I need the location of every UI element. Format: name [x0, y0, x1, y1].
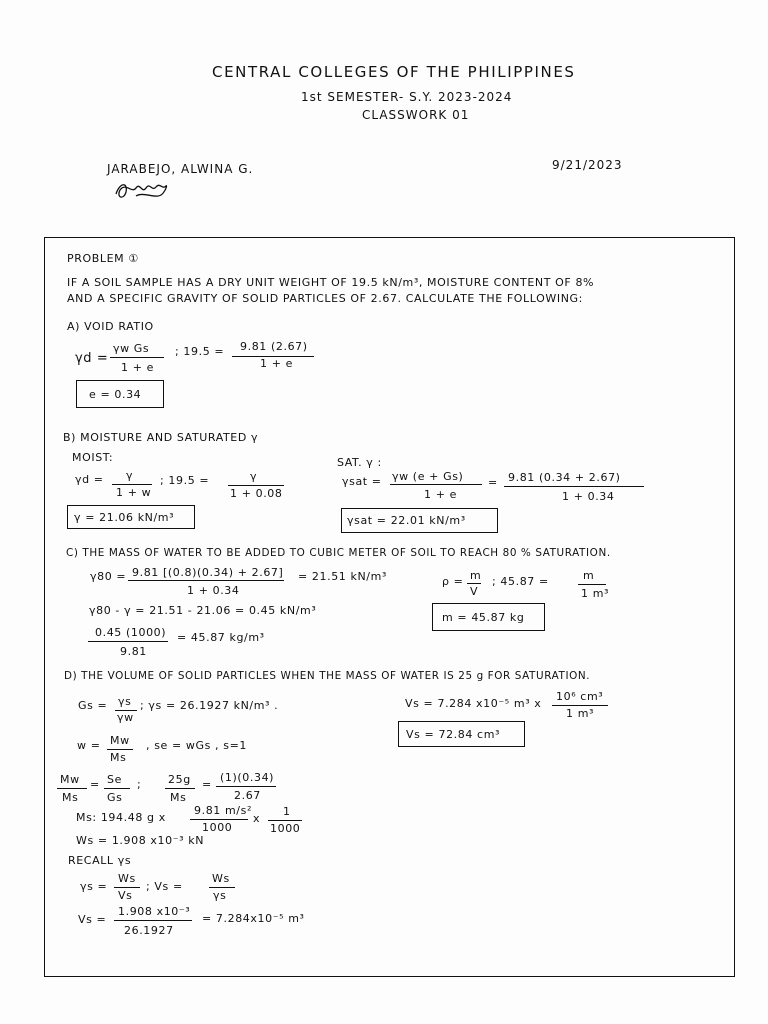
part-c-rho-bar	[467, 583, 481, 584]
part-a-num2: 9.81 (2.67)	[240, 340, 308, 353]
part-d-mw-sep: ;	[137, 778, 142, 791]
part-d-vs-conv-bar	[552, 705, 608, 706]
part-b-moist-sep: ; 19.5 =	[160, 474, 210, 487]
date: 9/21/2023	[552, 158, 623, 172]
part-d-mw-eq: =	[90, 778, 100, 791]
part-d-m25-eq: =	[202, 778, 212, 791]
part-c-g80-num: 9.81 [(0.8)(0.34) + 2.67]	[132, 566, 284, 579]
part-d-vs-answer-box	[398, 721, 525, 747]
problem-statement-1: IF A SOIL SAMPLE HAS A DRY UNIT WEIGHT OF 19.5 kN/m³, MOISTURE CONTENT OF 8%	[67, 276, 595, 289]
part-d-gs-lhs: Gs =	[78, 699, 108, 712]
part-d-vs-conv-num: 10⁶ cm³	[556, 690, 604, 703]
part-d-ms-line: Ms: 194.48 g x	[76, 811, 166, 824]
part-b-moist-answer: γ = 21.06 kN/m³	[74, 511, 175, 524]
part-d-gs2-sep: ; Vs =	[146, 880, 183, 893]
part-b-moist-label: MOIST:	[72, 451, 114, 464]
part-c-mass-result: = 45.87 kg/m³	[177, 631, 265, 644]
part-d-se-num: Se	[107, 773, 122, 786]
part-d-se-den: Gs	[107, 791, 123, 804]
part-c-g80-bar	[128, 580, 284, 581]
part-d-mw-num: Mw	[60, 773, 80, 786]
part-d-ms-den2: 1000	[270, 822, 301, 835]
part-d-gs-result: ; γs = 26.1927 kN/m³ .	[140, 699, 279, 712]
part-d-gs2-num: Ws	[118, 872, 136, 885]
part-b-sat-num1: γw (e + Gs)	[392, 470, 464, 483]
part-d-w-bar	[107, 749, 133, 750]
part-d-m25-num2: (1)(0.34)	[220, 771, 275, 784]
part-a-answer-box	[76, 380, 164, 408]
part-d-vs-num: 1.908 x10⁻³	[118, 905, 191, 918]
part-b-moist-den2: 1 + 0.08	[230, 487, 283, 500]
part-b-sat-num2: 9.81 (0.34 + 2.67)	[508, 471, 621, 484]
part-d-vs-bar	[114, 920, 192, 921]
semester: 1st SEMESTER- S.Y. 2023-2024	[301, 90, 513, 104]
part-d-vs-den: 26.1927	[124, 924, 174, 937]
problem-title: PROBLEM ①	[67, 252, 139, 265]
part-c-g80-lhs: γ80 =	[90, 570, 127, 583]
part-d-m25-bar	[165, 788, 195, 789]
part-c-answer-box	[432, 603, 545, 631]
part-b-sat-den2: 1 + 0.34	[562, 490, 615, 503]
part-b-moist-answer-box	[67, 505, 195, 529]
part-b-moist-num1: γ	[126, 469, 134, 482]
part-d-gs-den: γw	[117, 711, 134, 724]
part-c-g80-result: = 21.51 kN/m³	[298, 570, 387, 583]
part-d-m25-den2: 2.67	[234, 789, 261, 802]
part-b-moist-den1: 1 + w	[116, 486, 152, 499]
part-d-ms-num1: 9.81 m/s²	[194, 804, 252, 817]
part-a-num1: γw Gs	[113, 342, 150, 355]
part-d-ms-bar2	[268, 820, 302, 821]
part-d-w-den: Ms	[110, 751, 127, 764]
part-b-moist-bar1	[112, 484, 152, 485]
part-d-gs2-bar2	[209, 887, 235, 888]
part-b-moist-lhs: γd =	[75, 473, 104, 486]
part-d-gs-num: γs	[118, 695, 132, 708]
part-a-answer: e = 0.34	[89, 388, 142, 401]
part-c-answer: m = 45.87 kg	[442, 611, 525, 624]
part-b-sat-answer: γsat = 22.01 kN/m³	[347, 514, 466, 527]
part-c-rho-sep: ; 45.87 =	[492, 575, 549, 588]
classwork-title: CLASSWORK 01	[362, 108, 470, 122]
part-c-rho-num: m	[470, 569, 482, 582]
part-d-gs2-lhs: γs =	[80, 880, 108, 893]
part-a-den2: 1 + e	[260, 357, 293, 370]
part-d-label: D) THE VOLUME OF SOLID PARTICLES WHEN THE MASS OF WATER IS 25 g FOR SATURATION.	[64, 670, 591, 682]
part-d-vs-lhs: Vs =	[78, 913, 107, 926]
part-d-ms-bar1	[190, 819, 248, 820]
part-d-ms-num2: 1	[283, 805, 291, 818]
part-d-vs-result: = 7.284x10⁻⁵ m³	[202, 912, 305, 925]
part-d-vs-conv-den: 1 m³	[566, 707, 595, 720]
part-d-mw-bar	[57, 788, 87, 789]
part-a-den1: 1 + e	[121, 361, 154, 374]
part-a-sep: ; 19.5 =	[175, 345, 225, 358]
problem-statement-2: AND A SPECIFIC GRAVITY OF SOLID PARTICLES OF 2.67. CALCULATE THE FOLLOWING:	[67, 292, 583, 305]
part-c-rho-den2: 1 m³	[581, 587, 610, 600]
part-c-mass-den: 9.81	[120, 645, 147, 658]
part-c-rho-den: V	[470, 585, 479, 598]
part-d-recall: RECALL γs	[68, 854, 132, 867]
part-d-ms-den1: 1000	[202, 821, 233, 834]
part-c-rho-num2: m	[583, 569, 595, 582]
part-c-rho-bar2	[578, 584, 606, 585]
school-name: CENTRAL COLLEGES OF THE PHILIPPINES	[212, 63, 576, 81]
part-b-sat-label: SAT. γ :	[337, 456, 382, 469]
part-d-ws-line: Ws = 1.908 x10⁻³ kN	[76, 834, 205, 847]
part-d-gs2-num2: Ws	[212, 872, 230, 885]
part-b-sat-eq: =	[488, 476, 498, 489]
part-a-label: A) VOID RATIO	[67, 320, 154, 333]
part-d-m25-den: Ms	[170, 791, 187, 804]
part-c-rho-lhs: ρ =	[442, 575, 464, 588]
part-d-mw-den: Ms	[62, 791, 79, 804]
part-d-vs-conv-lhs: Vs = 7.284 x10⁻⁵ m³ x	[405, 697, 542, 710]
part-d-gs2-den2: γs	[213, 889, 227, 902]
part-d-w-num: Mw	[110, 734, 130, 747]
part-d-m25-bar2	[216, 786, 276, 787]
part-c-mass-bar	[88, 641, 168, 642]
part-d-gs2-den: Vs	[118, 889, 133, 902]
part-b-moist-num2: γ	[250, 470, 258, 483]
part-b-sat-lhs: γsat =	[342, 475, 382, 488]
part-d-vs-answer: Vs = 72.84 cm³	[406, 728, 501, 741]
part-d-w-lhs: w =	[77, 739, 101, 752]
part-d-se-eq: , se = wGs , s=1	[146, 739, 247, 752]
part-b-sat-den1: 1 + e	[424, 488, 457, 501]
part-b-sat-answer-box	[341, 508, 498, 533]
part-d-gs2-bar	[114, 887, 140, 888]
student-name: JARABEJO, ALWINA G.	[107, 162, 254, 176]
part-d-m25-num: 25g	[168, 773, 191, 786]
part-b-label: B) MOISTURE AND SATURATED γ	[63, 431, 259, 444]
part-a-lhs: γd =	[75, 351, 109, 366]
part-b-moist-bar2	[228, 485, 284, 486]
part-c-label: C) THE MASS OF WATER TO BE ADDED TO CUBIC METER OF SOIL TO REACH 80 % SATURATION.	[66, 547, 611, 559]
part-d-se-bar	[104, 788, 130, 789]
part-d-ms-x: x	[253, 812, 261, 825]
signature	[112, 176, 172, 204]
part-a-bar1	[110, 357, 164, 358]
part-c-mass-num: 0.45 (1000)	[95, 626, 167, 639]
part-b-sat-bar2	[504, 486, 644, 487]
part-c-g80-den: 1 + 0.34	[187, 584, 240, 597]
part-b-sat-bar1	[390, 484, 482, 485]
part-c-diff: γ80 - γ = 21.51 - 21.06 = 0.45 kN/m³	[89, 604, 317, 617]
